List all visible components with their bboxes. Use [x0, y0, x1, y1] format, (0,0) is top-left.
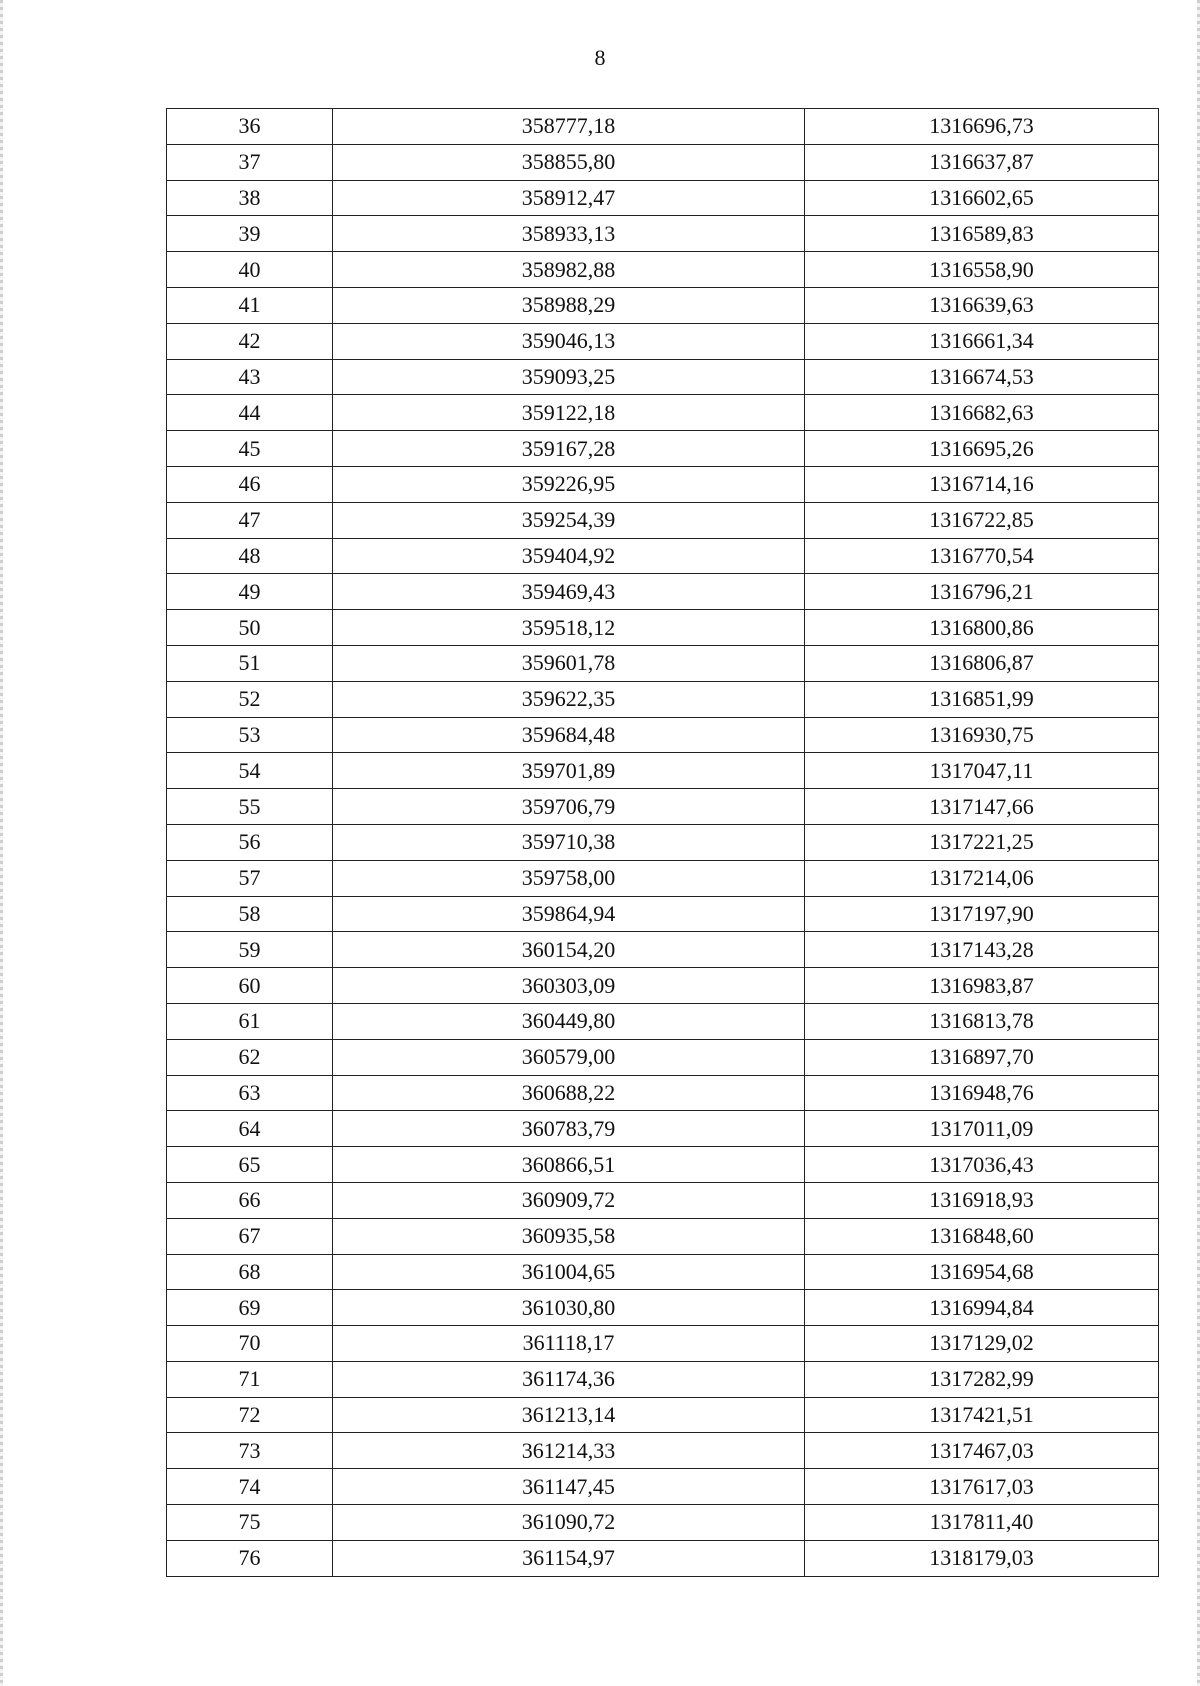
point-number-cell: 36: [167, 109, 333, 145]
x-coordinate-cell: 360449,80: [333, 1003, 805, 1039]
table-row: [167, 681, 1159, 717]
y-coordinate-cell: 1316930,75: [805, 717, 1159, 753]
table-row: [167, 1361, 1159, 1397]
y-coordinate-cell: 1318179,03: [805, 1540, 1159, 1576]
x-coordinate-cell: 359758,00: [333, 860, 805, 896]
point-number-cell: 44: [167, 395, 333, 431]
x-coordinate-cell: 361154,97: [333, 1540, 805, 1576]
point-number-cell: 41: [167, 287, 333, 323]
y-coordinate-cell: 1316948,76: [805, 1075, 1159, 1111]
x-coordinate-cell: 358988,29: [333, 287, 805, 323]
x-coordinate-cell: 359226,95: [333, 466, 805, 502]
point-number-cell: 48: [167, 538, 333, 574]
point-number-cell: 47: [167, 502, 333, 538]
y-coordinate-cell: 1317036,43: [805, 1147, 1159, 1183]
scan-edge-left: [0, 0, 3, 1686]
y-coordinate-cell: 1316770,54: [805, 538, 1159, 574]
x-coordinate-cell: 360154,20: [333, 932, 805, 968]
y-coordinate-cell: 1317047,11: [805, 753, 1159, 789]
table-row: [167, 252, 1159, 288]
table-row: [167, 824, 1159, 860]
x-coordinate-cell: 360579,00: [333, 1039, 805, 1075]
table-row: [167, 645, 1159, 681]
y-coordinate-cell: 1317221,25: [805, 824, 1159, 860]
point-number-cell: 40: [167, 252, 333, 288]
y-coordinate-cell: 1316661,34: [805, 323, 1159, 359]
table-row: [167, 395, 1159, 431]
point-number-cell: 72: [167, 1397, 333, 1433]
x-coordinate-cell: 359469,43: [333, 574, 805, 610]
point-number-cell: 75: [167, 1505, 333, 1541]
y-coordinate-cell: 1316796,21: [805, 574, 1159, 610]
point-number-cell: 70: [167, 1326, 333, 1362]
y-coordinate-cell: 1316722,85: [805, 502, 1159, 538]
point-number-cell: 61: [167, 1003, 333, 1039]
table-row: [167, 860, 1159, 896]
coordinates-table-body: [167, 109, 1159, 1577]
table-row: [167, 1003, 1159, 1039]
x-coordinate-cell: 358912,47: [333, 180, 805, 216]
x-coordinate-cell: 359684,48: [333, 717, 805, 753]
y-coordinate-cell: 1316674,53: [805, 359, 1159, 395]
x-coordinate-cell: 361004,65: [333, 1254, 805, 1290]
point-number-cell: 65: [167, 1147, 333, 1183]
table-row: [167, 538, 1159, 574]
y-coordinate-cell: 1316639,63: [805, 287, 1159, 323]
y-coordinate-cell: 1316602,65: [805, 180, 1159, 216]
x-coordinate-cell: 360909,72: [333, 1182, 805, 1218]
x-coordinate-cell: 359864,94: [333, 896, 805, 932]
y-coordinate-cell: 1317197,90: [805, 896, 1159, 932]
y-coordinate-cell: 1316589,83: [805, 216, 1159, 252]
table-row: [167, 1182, 1159, 1218]
y-coordinate-cell: 1316800,86: [805, 610, 1159, 646]
y-coordinate-cell: 1316695,26: [805, 431, 1159, 467]
table-row: [167, 1540, 1159, 1576]
point-number-cell: 64: [167, 1111, 333, 1147]
table-row: [167, 1290, 1159, 1326]
point-number-cell: 69: [167, 1290, 333, 1326]
point-number-cell: 52: [167, 681, 333, 717]
y-coordinate-cell: 1316994,84: [805, 1290, 1159, 1326]
x-coordinate-cell: 359093,25: [333, 359, 805, 395]
x-coordinate-cell: 361213,14: [333, 1397, 805, 1433]
x-coordinate-cell: 360935,58: [333, 1218, 805, 1254]
x-coordinate-cell: 359167,28: [333, 431, 805, 467]
x-coordinate-cell: 358933,13: [333, 216, 805, 252]
x-coordinate-cell: 361214,33: [333, 1433, 805, 1469]
table-row: [167, 968, 1159, 1004]
y-coordinate-cell: 1316806,87: [805, 645, 1159, 681]
coordinates-table: [166, 108, 1159, 1577]
table-row: [167, 1505, 1159, 1541]
y-coordinate-cell: 1316813,78: [805, 1003, 1159, 1039]
table-row: [167, 1075, 1159, 1111]
x-coordinate-cell: 360688,22: [333, 1075, 805, 1111]
table-row: [167, 109, 1159, 145]
x-coordinate-cell: 359254,39: [333, 502, 805, 538]
y-coordinate-cell: 1317467,03: [805, 1433, 1159, 1469]
table-row: [167, 1326, 1159, 1362]
point-number-cell: 66: [167, 1182, 333, 1218]
y-coordinate-cell: 1316682,63: [805, 395, 1159, 431]
x-coordinate-cell: 360866,51: [333, 1147, 805, 1183]
y-coordinate-cell: 1316848,60: [805, 1218, 1159, 1254]
table-row: [167, 610, 1159, 646]
y-coordinate-cell: 1316696,73: [805, 109, 1159, 145]
y-coordinate-cell: 1317811,40: [805, 1505, 1159, 1541]
point-number-cell: 50: [167, 610, 333, 646]
x-coordinate-cell: 359046,13: [333, 323, 805, 359]
point-number-cell: 42: [167, 323, 333, 359]
y-coordinate-cell: 1316637,87: [805, 144, 1159, 180]
y-coordinate-cell: 1316954,68: [805, 1254, 1159, 1290]
y-coordinate-cell: 1316558,90: [805, 252, 1159, 288]
table-row: [167, 1254, 1159, 1290]
point-number-cell: 51: [167, 645, 333, 681]
point-number-cell: 62: [167, 1039, 333, 1075]
x-coordinate-cell: 360303,09: [333, 968, 805, 1004]
point-number-cell: 54: [167, 753, 333, 789]
point-number-cell: 63: [167, 1075, 333, 1111]
table-row: [167, 1147, 1159, 1183]
y-coordinate-cell: 1316897,70: [805, 1039, 1159, 1075]
point-number-cell: 76: [167, 1540, 333, 1576]
table-row: [167, 502, 1159, 538]
x-coordinate-cell: 361030,80: [333, 1290, 805, 1326]
point-number-cell: 37: [167, 144, 333, 180]
x-coordinate-cell: 359601,78: [333, 645, 805, 681]
point-number-cell: 71: [167, 1361, 333, 1397]
table-row: [167, 431, 1159, 467]
table-row: [167, 323, 1159, 359]
x-coordinate-cell: 361174,36: [333, 1361, 805, 1397]
y-coordinate-cell: 1317421,51: [805, 1397, 1159, 1433]
table-row: [167, 574, 1159, 610]
table-row: [167, 216, 1159, 252]
table-row: [167, 144, 1159, 180]
x-coordinate-cell: 359710,38: [333, 824, 805, 860]
y-coordinate-cell: 1317617,03: [805, 1469, 1159, 1505]
table-row: [167, 1433, 1159, 1469]
point-number-cell: 68: [167, 1254, 333, 1290]
y-coordinate-cell: 1317143,28: [805, 932, 1159, 968]
y-coordinate-cell: 1316851,99: [805, 681, 1159, 717]
table-row: [167, 1397, 1159, 1433]
table-row: [167, 1218, 1159, 1254]
table-row: [167, 466, 1159, 502]
x-coordinate-cell: 361147,45: [333, 1469, 805, 1505]
table-row: [167, 717, 1159, 753]
table-row: [167, 1111, 1159, 1147]
y-coordinate-cell: 1316983,87: [805, 968, 1159, 1004]
y-coordinate-cell: 1317214,06: [805, 860, 1159, 896]
x-coordinate-cell: 359518,12: [333, 610, 805, 646]
x-coordinate-cell: 359622,35: [333, 681, 805, 717]
y-coordinate-cell: 1316714,16: [805, 466, 1159, 502]
point-number-cell: 46: [167, 466, 333, 502]
table-row: [167, 932, 1159, 968]
page-number: 8: [594, 45, 606, 70]
point-number-cell: 55: [167, 789, 333, 825]
table-row: [167, 180, 1159, 216]
x-coordinate-cell: 361090,72: [333, 1505, 805, 1541]
x-coordinate-cell: 358777,18: [333, 109, 805, 145]
table-row: [167, 1469, 1159, 1505]
point-number-cell: 57: [167, 860, 333, 896]
table-row: [167, 753, 1159, 789]
x-coordinate-cell: 358855,80: [333, 144, 805, 180]
table-row: [167, 896, 1159, 932]
x-coordinate-cell: 360783,79: [333, 1111, 805, 1147]
y-coordinate-cell: 1317129,02: [805, 1326, 1159, 1362]
y-coordinate-cell: 1317147,66: [805, 789, 1159, 825]
y-coordinate-cell: 1317282,99: [805, 1361, 1159, 1397]
table-row: [167, 789, 1159, 825]
y-coordinate-cell: 1316918,93: [805, 1182, 1159, 1218]
x-coordinate-cell: 359701,89: [333, 753, 805, 789]
point-number-cell: 45: [167, 431, 333, 467]
y-coordinate-cell: 1317011,09: [805, 1111, 1159, 1147]
x-coordinate-cell: 359404,92: [333, 538, 805, 574]
point-number-cell: 53: [167, 717, 333, 753]
x-coordinate-cell: 359706,79: [333, 789, 805, 825]
point-number-cell: 49: [167, 574, 333, 610]
point-number-cell: 59: [167, 932, 333, 968]
point-number-cell: 58: [167, 896, 333, 932]
table-row: [167, 287, 1159, 323]
point-number-cell: 43: [167, 359, 333, 395]
x-coordinate-cell: 358982,88: [333, 252, 805, 288]
point-number-cell: 60: [167, 968, 333, 1004]
table-row: [167, 359, 1159, 395]
point-number-cell: 56: [167, 824, 333, 860]
point-number-cell: 73: [167, 1433, 333, 1469]
point-number-cell: 38: [167, 180, 333, 216]
x-coordinate-cell: 361118,17: [333, 1326, 805, 1362]
x-coordinate-cell: 359122,18: [333, 395, 805, 431]
table-row: [167, 1039, 1159, 1075]
point-number-cell: 39: [167, 216, 333, 252]
point-number-cell: 74: [167, 1469, 333, 1505]
point-number-cell: 67: [167, 1218, 333, 1254]
